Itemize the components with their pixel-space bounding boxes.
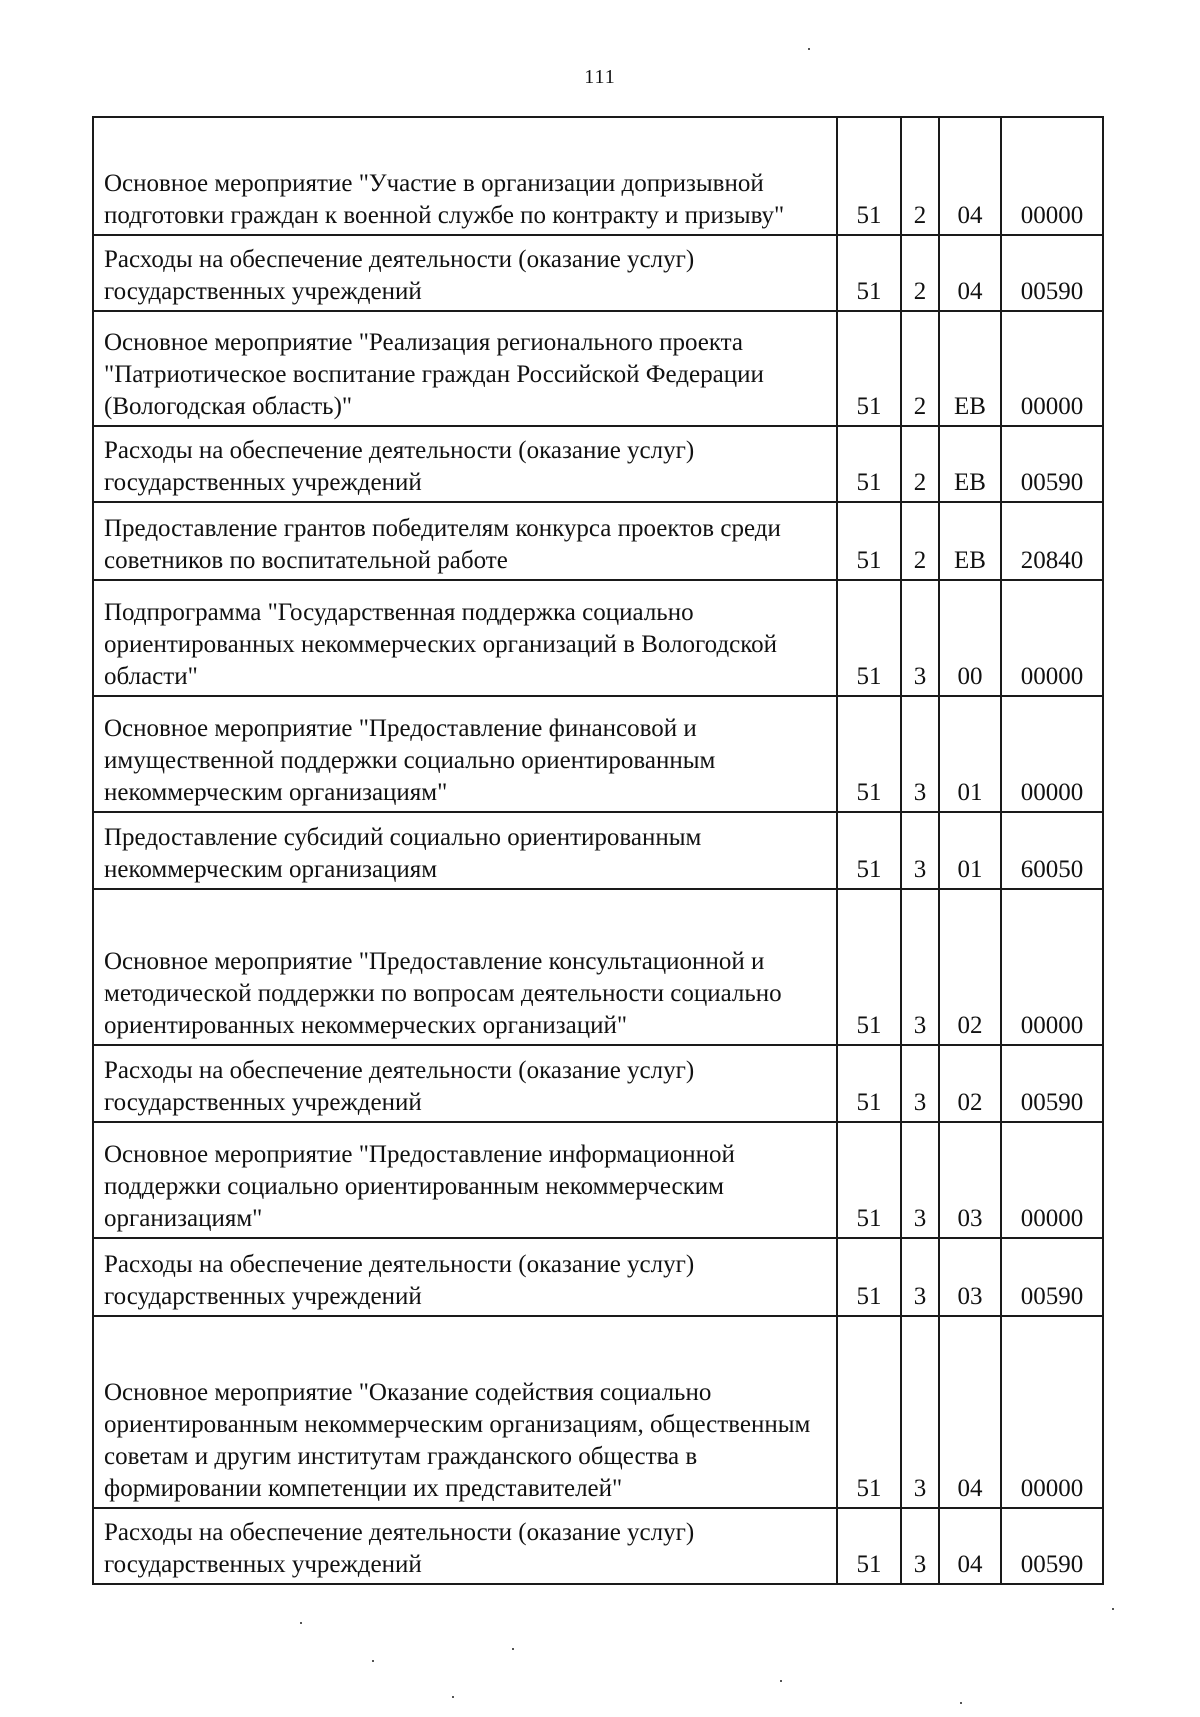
row-name-cell <box>93 1045 837 1122</box>
code-program: 51 <box>837 1238 901 1316</box>
code-subprogram: 3 <box>901 812 939 889</box>
code-subprogram: 2 <box>901 311 939 426</box>
table-row <box>93 696 1103 812</box>
table-row <box>93 117 1103 235</box>
code-program: 51 <box>837 1316 901 1508</box>
row-name-cell <box>93 1122 837 1238</box>
table-row <box>93 1508 1103 1584</box>
code-direction: 00000 <box>1001 889 1103 1045</box>
code-direction: 00590 <box>1001 426 1103 502</box>
scan-speck <box>300 1622 302 1624</box>
code-subprogram: 2 <box>901 426 939 502</box>
table-row <box>93 580 1103 696</box>
table-row <box>93 235 1103 311</box>
code-direction: 00000 <box>1001 1122 1103 1238</box>
row-name-cell <box>93 117 837 235</box>
code-activity: 03 <box>939 1122 1001 1238</box>
row-name: Расходы на обеспечение деятельности (оказание услуг) государственных учреждений <box>104 437 695 496</box>
code-program: 51 <box>837 311 901 426</box>
code-direction: 00000 <box>1001 580 1103 696</box>
row-name: Основное мероприятие "Предоставление информационной поддержки социально ориентированным некоммерческим организациям" <box>104 1141 735 1232</box>
row-name: Предоставление субсидий социально ориентированным некоммерческим организациям <box>104 824 702 883</box>
code-direction: 00590 <box>1001 1508 1103 1584</box>
code-activity: ЕВ <box>939 502 1001 580</box>
code-program: 51 <box>837 1122 901 1238</box>
code-direction: 00000 <box>1001 696 1103 812</box>
code-program: 51 <box>837 812 901 889</box>
table-row <box>93 1316 1103 1508</box>
row-name-cell <box>93 889 837 1045</box>
code-subprogram: 3 <box>901 1316 939 1508</box>
code-program: 51 <box>837 1508 901 1584</box>
row-name-cell <box>93 1238 837 1316</box>
table-row <box>93 311 1103 426</box>
code-activity: 02 <box>939 889 1001 1045</box>
table-row <box>93 426 1103 502</box>
code-direction: 00590 <box>1001 235 1103 311</box>
scan-speck <box>512 1648 514 1650</box>
code-program: 51 <box>837 696 901 812</box>
row-name-cell <box>93 502 837 580</box>
table-row <box>93 1122 1103 1238</box>
code-subprogram: 2 <box>901 235 939 311</box>
code-program: 51 <box>837 502 901 580</box>
row-name-cell <box>93 696 837 812</box>
code-program: 51 <box>837 889 901 1045</box>
code-direction: 60050 <box>1001 812 1103 889</box>
table-row <box>93 1238 1103 1316</box>
scan-speck <box>372 1660 374 1662</box>
page-number: 111 <box>584 66 616 88</box>
code-subprogram: 3 <box>901 889 939 1045</box>
code-direction: 00000 <box>1001 1316 1103 1508</box>
scan-speck <box>452 1696 454 1698</box>
table-row <box>93 1045 1103 1122</box>
code-direction: 00590 <box>1001 1238 1103 1316</box>
row-name: Расходы на обеспечение деятельности (оказание услуг) государственных учреждений <box>104 1519 695 1578</box>
row-name: Предоставление грантов победителям конкурса проектов среди советников по воспитательной работе <box>104 515 781 574</box>
code-activity: 04 <box>939 235 1001 311</box>
row-name-cell <box>93 311 837 426</box>
code-program: 51 <box>837 426 901 502</box>
row-name: Основное мероприятие "Участие в организации допризывной подготовки граждан к военной службе по контракту и призыву" <box>104 170 785 229</box>
row-name-cell <box>93 1508 837 1584</box>
code-direction: 00590 <box>1001 1045 1103 1122</box>
row-name-cell <box>93 580 837 696</box>
code-program: 51 <box>837 117 901 235</box>
row-name: Расходы на обеспечение деятельности (оказание услуг) государственных учреждений <box>104 1057 695 1116</box>
row-name: Расходы на обеспечение деятельности (оказание услуг) государственных учреждений <box>104 1251 695 1310</box>
code-activity: 04 <box>939 1316 1001 1508</box>
code-activity: 02 <box>939 1045 1001 1122</box>
code-subprogram: 3 <box>901 1238 939 1316</box>
code-activity: 03 <box>939 1238 1001 1316</box>
scan-speck <box>960 1702 962 1704</box>
scan-speck <box>1112 1608 1114 1610</box>
code-program: 51 <box>837 235 901 311</box>
code-subprogram: 2 <box>901 502 939 580</box>
code-direction: 00000 <box>1001 311 1103 426</box>
budget-classification-table <box>92 116 1104 1585</box>
row-name: Основное мероприятие "Предоставление финансовой и имущественной поддержки социально ориентированным некоммерческим организациям" <box>104 715 716 806</box>
code-activity: ЕВ <box>939 426 1001 502</box>
code-subprogram: 3 <box>901 580 939 696</box>
row-name: Расходы на обеспечение деятельности (оказание услуг) государственных учреждений <box>104 246 695 305</box>
code-subprogram: 3 <box>901 696 939 812</box>
scan-speck <box>780 1680 782 1682</box>
scan-speck <box>808 48 810 50</box>
row-name-cell <box>93 812 837 889</box>
code-activity: 01 <box>939 696 1001 812</box>
code-subprogram: 3 <box>901 1045 939 1122</box>
code-subprogram: 2 <box>901 117 939 235</box>
code-activity: 01 <box>939 812 1001 889</box>
row-name-cell <box>93 426 837 502</box>
code-activity: ЕВ <box>939 311 1001 426</box>
code-activity: 04 <box>939 117 1001 235</box>
code-direction: 00000 <box>1001 117 1103 235</box>
table-row <box>93 812 1103 889</box>
row-name: Основное мероприятие "Предоставление консультационной и методической поддержки по вопросам деятельности социально ориентированных некоммерческих организаций" <box>104 948 782 1039</box>
table-row <box>93 889 1103 1045</box>
row-name: Основное мероприятие "Реализация регионального проекта "Патриотическое воспитание граждан Российской Федерации (Вологодская область)" <box>104 329 764 420</box>
row-name: Основное мероприятие "Оказание содействия социально ориентированным некоммерческим организациям, общественным советам и другим институтам гражданского общества в формировании компетенции их представителей" <box>104 1379 811 1502</box>
row-name: Подпрограмма "Государственная поддержка социально ориентированных некоммерческих организаций в Вологодской области" <box>104 599 778 690</box>
row-name-cell <box>93 235 837 311</box>
code-subprogram: 3 <box>901 1508 939 1584</box>
code-subprogram: 3 <box>901 1122 939 1238</box>
code-program: 51 <box>837 580 901 696</box>
row-name-cell <box>93 1316 837 1508</box>
code-direction: 20840 <box>1001 502 1103 580</box>
code-activity: 00 <box>939 580 1001 696</box>
code-program: 51 <box>837 1045 901 1122</box>
table-row <box>93 502 1103 580</box>
code-activity: 04 <box>939 1508 1001 1584</box>
